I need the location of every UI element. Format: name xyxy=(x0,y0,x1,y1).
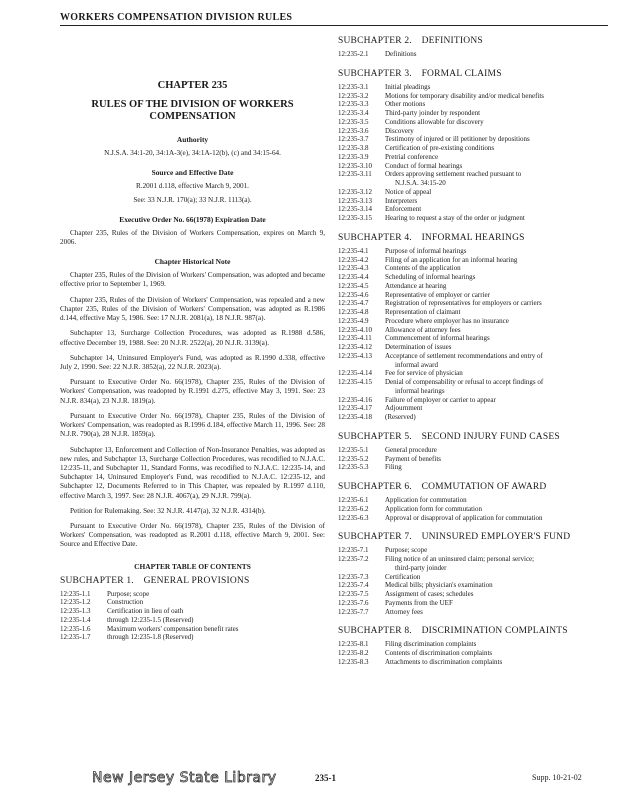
toc-entry xyxy=(338,326,610,335)
section-number: 12:235-4.12 xyxy=(338,343,373,351)
section-title-text: Purpose of informal hearings xyxy=(385,246,467,255)
section-title-text: Contents of the application xyxy=(385,264,461,273)
section-title-continuation: N.J.S.A. 34:15-20 xyxy=(395,179,446,187)
history-paragraph: Pursuant to Executive Order No. 66(1978), Chapter 235, Rules of the Division of Workers' Compensation, was readopted as R.1996 d.184, effective March 11, 1996. See: 28 N.J.R. 790(a), 28 N.J.R. 1859(a). xyxy=(60,411,325,439)
section-title xyxy=(385,343,610,352)
section-number: 12:235-2.1 xyxy=(338,50,369,58)
section-title-text: Denial of compensability or refusal to accept findings of xyxy=(385,378,544,386)
history-paragraph: Petition for Rulemaking. See: 32 N.J.R. 4147(a), 32 N.J.R. 4314(b). xyxy=(70,506,266,515)
section-title xyxy=(385,455,610,464)
toc-entry xyxy=(338,205,610,214)
history-paragraph: Pursuant to Executive Order No. 66(1978), Chapter 235, Rules of the Division of Workers' Compensation, was readopted by R.1991 d.275, effective May 3, 1991. See: 23 N.J.R. 834(a), 23 N.J.R. 1819(a). xyxy=(60,378,325,405)
toc-entry xyxy=(338,590,610,599)
section-title xyxy=(385,256,610,265)
section-number: 12:235-4.18 xyxy=(338,413,373,421)
section-title-text: Conditions allowable for discovery xyxy=(385,117,484,126)
toc-entry xyxy=(338,514,610,523)
section-title-text: Adjournment xyxy=(385,404,423,413)
section-number: 12:235-5.3 xyxy=(338,463,369,472)
subchapter-title: SUBCHAPTER 3. FORMAL CLAIMS xyxy=(338,68,502,79)
section-title xyxy=(385,308,610,317)
subchapter-title: SUBCHAPTER 6. COMMUTATION OF AWARD xyxy=(338,482,547,492)
toc-entry xyxy=(60,590,325,599)
section-title-continuation: third-party joinder xyxy=(395,563,447,572)
section-title xyxy=(385,214,610,223)
section-number: 12:235-3.5 xyxy=(338,117,369,126)
section-number: 12:235-4.9 xyxy=(338,316,369,325)
page-footer xyxy=(0,770,628,790)
section-title-text: Construction xyxy=(107,598,144,607)
section-title xyxy=(385,205,610,214)
section-number: 12:235-3.4 xyxy=(338,109,369,117)
section-title xyxy=(385,463,610,472)
left-column xyxy=(60,64,325,642)
toc-entry xyxy=(338,299,610,308)
section-number: 12:235-4.2 xyxy=(338,255,369,264)
chapter-number: CHAPTER 235 xyxy=(157,80,228,91)
section-title xyxy=(107,625,325,634)
section-title-text: Acceptance of settlement recommendations and entry of xyxy=(385,351,543,360)
section-title-text: Procedure where employer has no insurance xyxy=(385,316,509,325)
section-number: 12:235-7.6 xyxy=(338,598,369,607)
toc-entry xyxy=(338,83,610,92)
section-title xyxy=(107,590,325,599)
section-number: 12:235-4.5 xyxy=(338,281,369,290)
toc-entry xyxy=(338,92,610,101)
section-number: 12:235-8.1 xyxy=(338,640,369,649)
section-title xyxy=(107,607,325,616)
section-title xyxy=(385,317,610,326)
section-title xyxy=(385,109,610,118)
chapter-title: RULES OF THE DIVISION OF WORKERS COMPENSATION xyxy=(91,99,294,123)
section-number: 12:235-3.3 xyxy=(338,100,369,109)
section-title-text: Interpreters xyxy=(385,196,418,205)
section-number: 12:235-4.10 xyxy=(338,325,373,334)
section-title-text: Determination of issues xyxy=(385,343,452,351)
section-number: 12:235-8.2 xyxy=(338,649,369,657)
toc-entry xyxy=(338,291,610,300)
history-paragraph: Chapter 235, Rules of the Division of Workers' Compensation, was repealed and a new Chapter 235, Rules of the Division of Workers' Compensation, was adopted as R.1986 d.144, effective May 5, 1986. See: 17 N.J.R. 2081(a), 18 N.J.R. 987(a). xyxy=(60,295,325,323)
toc-entry xyxy=(338,649,610,658)
section-title xyxy=(385,127,610,136)
subchapter-title: SUBCHAPTER 8. DISCRIMINATION COMPLAINTS xyxy=(338,626,568,637)
subchapter-title: SUBCHAPTER 4. INFORMAL HEARINGS xyxy=(338,232,525,243)
section-title xyxy=(385,197,610,206)
section-title-text: Testimony of injured or ill petitioner by depositions xyxy=(385,135,530,144)
section-title-text: Representative of employer or carrier xyxy=(385,290,490,299)
section-number: 12:235-1.3 xyxy=(60,607,91,616)
section-number: 12:235-3.12 xyxy=(338,187,373,196)
toc-entry xyxy=(60,607,325,616)
toc-entry xyxy=(338,188,610,197)
toc-entry xyxy=(338,144,610,153)
section-title-text: Registration of representatives for employers or carriers xyxy=(385,299,542,308)
toc-entry xyxy=(338,214,610,223)
section-title-text: Representation of claimant xyxy=(385,308,461,316)
section-title-text: Filing discrimination complaints xyxy=(385,640,477,649)
section-number: 12:235-6.2 xyxy=(338,504,369,513)
section-title xyxy=(385,153,610,162)
supplement-date: Supp. 10-21-02 xyxy=(532,773,582,782)
section-number: 12:235-4.6 xyxy=(338,290,369,299)
section-title-text: Maximum workers' compensation benefit rates xyxy=(107,624,239,633)
section-title xyxy=(385,369,610,378)
section-title-text: General procedure xyxy=(385,445,437,454)
section-title xyxy=(385,299,610,308)
section-title-text: Attendance at hearing xyxy=(385,281,447,290)
toc-entry xyxy=(338,118,610,127)
section-title-text: Orders approving settlement reached pursuant to xyxy=(385,170,522,179)
toc-entry xyxy=(338,404,610,413)
toc-entry xyxy=(338,197,610,206)
section-title xyxy=(385,92,610,101)
section-title xyxy=(385,118,610,127)
history-paragraph: Subchapter 13, Enforcement and Collection of Non-Insurance Penalties, was adopted as new rules, and Subchapter 13, Surcharge Collection Procedures, was recodified to N.J.A.C. 12:235-11, and Subchapter 11, Standard Forms, was recodified to N.J.A.C. 12:235-14, and Subchapter 14, Uninsured Employer's Fund, was recodified to N.J.A.C. 12:235-12, and Subchapter 12, Documents Referred to in This Chapter, was repealed by R.1997 d.110, effective March 3, 1997. See: 28 N.J.R. 4067(a), 29 N.J.R. 799(a). xyxy=(60,445,325,500)
section-title xyxy=(385,590,610,599)
section-number: 12:235-4.16 xyxy=(338,395,373,404)
section-title xyxy=(107,616,325,625)
section-title-text: through 12:235-1.5 (Reserved) xyxy=(107,615,194,624)
section-title xyxy=(385,608,610,617)
section-number: 12:235-5.2 xyxy=(338,454,369,463)
toc-entry xyxy=(338,343,610,352)
section-title-text: Initial pleadings xyxy=(385,82,431,91)
section-title-text: Conduct of formal hearings xyxy=(385,161,463,170)
section-title-continuation: informal award xyxy=(395,360,438,369)
expiration-heading: Executive Order No. 66(1978) Expiration Date xyxy=(119,214,266,224)
toc-entry xyxy=(338,599,610,608)
toc-entry xyxy=(60,598,325,607)
section-title xyxy=(385,505,610,514)
toc-entry xyxy=(338,273,610,282)
section-number: 12:235-6.1 xyxy=(338,496,369,504)
section-title xyxy=(385,658,610,667)
section-title xyxy=(385,291,610,300)
subchapter-title: SUBCHAPTER 1. GENERAL PROVISIONS xyxy=(60,575,250,586)
section-title-text: Purpose; scope xyxy=(385,546,428,555)
section-number: 12:235-8.3 xyxy=(338,657,369,666)
section-title-text: Application form for commutation xyxy=(385,504,483,513)
section-title xyxy=(385,446,610,455)
section-title-text: (Reserved) xyxy=(385,413,416,421)
toc-entry xyxy=(338,446,610,455)
section-number: 12:235-1.7 xyxy=(60,633,91,642)
section-number: 12:235-1.6 xyxy=(60,624,91,633)
section-number: 12:235-7.7 xyxy=(338,607,369,616)
toc-entry xyxy=(338,162,610,171)
section-title xyxy=(107,633,325,642)
toc-entry xyxy=(338,573,610,582)
section-title xyxy=(107,598,325,607)
section-title xyxy=(385,496,610,505)
toc-entry xyxy=(338,100,610,109)
section-title-text: Certification of pre-existing conditions xyxy=(385,144,495,152)
section-title xyxy=(385,555,610,573)
section-number: 12:235-4.4 xyxy=(338,273,369,281)
section-number: 12:235-3.7 xyxy=(338,135,369,144)
toc-entry xyxy=(338,463,610,472)
toc-entry xyxy=(338,546,610,555)
section-title xyxy=(385,378,610,396)
authority-text: N.J.S.A. 34:1-20, 34:1A-3(e), 34:1A-12(b), (c) and 34:15-64. xyxy=(104,149,281,158)
section-title-text: Other motions xyxy=(385,100,426,109)
library-stamp: New Jersey State Library xyxy=(92,770,277,786)
section-title-text: Contents of discrimination complaints xyxy=(385,649,493,657)
toc-entry xyxy=(338,496,610,505)
history-paragraph: Pursuant to Executive Order No. 66(1978), Chapter 235, Rules of the Division of Workers' Compensation, was readopted as R.2001 d.118, effective March 9, 2001. See: Source and Effective Date. xyxy=(60,522,325,549)
toc-entry xyxy=(338,378,610,396)
left-toc xyxy=(60,576,325,643)
section-title xyxy=(385,514,610,523)
section-title xyxy=(385,83,610,92)
section-title-text: Approval or disapproval of application for commutation xyxy=(385,513,543,522)
section-title-text: Fee for service of physician xyxy=(385,369,463,378)
section-title xyxy=(385,573,610,582)
section-number: 12:235-3.9 xyxy=(338,152,369,161)
toc-entry xyxy=(338,413,610,422)
section-title-text: Definitions xyxy=(385,50,417,58)
section-title xyxy=(385,404,610,413)
section-title-text: Filing xyxy=(385,463,402,472)
section-title-text: Motions for temporary disability and/or medical benefits xyxy=(385,91,545,100)
section-title xyxy=(385,100,610,109)
toc-entry xyxy=(338,658,610,667)
toc-entry xyxy=(338,352,610,370)
toc-entry xyxy=(338,308,610,317)
section-title xyxy=(385,326,610,335)
toc-entry xyxy=(338,555,610,573)
section-title xyxy=(385,546,610,555)
section-title-text: Payments from the UEF xyxy=(385,598,453,607)
toc-entry xyxy=(338,247,610,256)
section-title-text: Filing of an application for an informal hearing xyxy=(385,255,518,264)
section-number: 12:235-3.10 xyxy=(338,161,373,170)
section-number: 12:235-1.1 xyxy=(60,589,91,598)
subchapter-title: SUBCHAPTER 7. UNINSURED EMPLOYER'S FUND xyxy=(338,532,571,543)
section-number: 12:235-4.17 xyxy=(338,404,373,413)
toc-entry xyxy=(338,50,610,59)
toc-entry xyxy=(60,625,325,634)
section-title-text: Failure of employer or carrier to appear xyxy=(385,395,496,404)
toc-entry xyxy=(338,608,610,617)
section-title xyxy=(385,144,610,153)
section-title xyxy=(385,188,610,197)
section-title xyxy=(385,170,610,188)
section-number: 12:235-7.4 xyxy=(338,581,369,590)
section-title xyxy=(385,50,610,59)
toc-entry xyxy=(60,616,325,625)
toc-entry xyxy=(338,135,610,144)
section-title xyxy=(385,162,610,171)
section-title-text: Allowance of attorney fees xyxy=(385,325,461,334)
section-title-text: Scheduling of informal hearings xyxy=(385,273,476,281)
section-number: 12:235-7.2 xyxy=(338,555,369,563)
section-title-text: Commencement of informal hearings xyxy=(385,334,490,343)
toc-entry xyxy=(338,334,610,343)
section-title xyxy=(385,247,610,256)
section-title-text: Enforcement xyxy=(385,205,422,214)
toc-entry xyxy=(338,282,610,291)
section-title-text: Certification in lieu of oath xyxy=(107,607,184,616)
section-title-text: through 12:235-1.8 (Reserved) xyxy=(107,633,194,642)
section-title-text: Filing notice of an uninsured claim; personal service; xyxy=(385,555,535,563)
section-number: 12:235-7.3 xyxy=(338,572,369,581)
section-title-text: Pretrial conference xyxy=(385,152,439,161)
toc-entry xyxy=(338,127,610,136)
section-number: 12:235-7.1 xyxy=(338,546,369,555)
section-title-text: Attorney fees xyxy=(385,607,423,616)
section-number: 12:235-5.1 xyxy=(338,445,369,454)
section-title xyxy=(385,352,610,370)
section-title-text: Application for commutation xyxy=(385,496,467,504)
section-title-text: Discovery xyxy=(385,126,414,135)
section-number: 12:235-3.14 xyxy=(338,205,373,214)
history-paragraph: Subchapter 14, Uninsured Employer's Fund, was adopted as R.1990 d.338, effective July 2, 1990. See: 22 N.J.R. 3852(a), 22 N.J.R. 2023(a). xyxy=(60,353,325,371)
section-title-text: Medical bills; physician's examination xyxy=(385,581,493,590)
toc-entry xyxy=(338,264,610,273)
source-heading: Source and Effective Date xyxy=(151,168,234,178)
section-title-text: Hearing to request a stay of the order or judgment xyxy=(385,214,525,222)
section-title-text: Assignment of cases; schedules xyxy=(385,590,474,598)
section-title xyxy=(385,640,610,649)
section-number: 12:235-3.8 xyxy=(338,144,369,152)
section-title xyxy=(385,282,610,291)
section-number: 12:235-3.1 xyxy=(338,82,369,91)
running-head: WORKERS COMPENSATION DIVISION RULES xyxy=(60,12,608,26)
history-paragraph: Subchapter 13, Surcharge Collection Procedures, was adopted as R.1988 d.586, effective December 19, 1988. See: 20 N.J.R. 2522(a), 20 N.J.R. 3139(a). xyxy=(60,329,325,347)
section-title xyxy=(385,334,610,343)
authority-heading: Authority xyxy=(176,135,209,145)
section-title xyxy=(385,264,610,273)
section-number: 12:235-4.15 xyxy=(338,378,373,386)
section-number: 12:235-7.5 xyxy=(338,590,369,598)
section-number: 12:235-3.2 xyxy=(338,91,369,100)
section-number: 12:235-4.7 xyxy=(338,299,369,308)
right-column xyxy=(338,36,610,667)
expiration-text: Chapter 235, Rules of the Division of Workers Compensation, expires on March 9, 2006. xyxy=(60,228,325,246)
section-number: 12:235-3.6 xyxy=(338,126,369,135)
toc-entry xyxy=(338,256,610,265)
section-title-text: Purpose; scope xyxy=(107,589,150,598)
section-title-continuation: informal hearings xyxy=(395,386,445,395)
section-title-text: Third-party joinder by respondent xyxy=(385,109,481,117)
toc-entry xyxy=(338,640,610,649)
toc-entry xyxy=(338,455,610,464)
section-number: 12:235-4.1 xyxy=(338,246,369,255)
section-number: 12:235-1.2 xyxy=(60,598,91,607)
toc-entry xyxy=(338,369,610,378)
toc-entry xyxy=(338,153,610,162)
section-title-text: Payment of benefits xyxy=(385,454,441,463)
toc-entry xyxy=(60,633,325,642)
section-title xyxy=(385,135,610,144)
toc-heading: CHAPTER TABLE OF CONTENTS xyxy=(134,561,251,571)
section-number: 12:235-6.3 xyxy=(338,513,369,522)
history-notes xyxy=(60,271,325,549)
subchapter-title: SUBCHAPTER 2. DEFINITIONS xyxy=(338,36,483,46)
section-title xyxy=(385,649,610,658)
section-title-text: Attachments to discrimination complaints xyxy=(385,657,503,666)
section-title xyxy=(385,581,610,590)
toc-entry xyxy=(338,170,610,188)
toc-entry xyxy=(338,505,610,514)
toc-entry xyxy=(338,109,610,118)
toc-entry xyxy=(338,396,610,405)
source-line: R.2001 d.118, effective March 9, 2001. xyxy=(136,182,249,191)
section-title xyxy=(385,599,610,608)
section-number: 12:235-3.13 xyxy=(338,196,373,205)
section-title xyxy=(385,396,610,405)
section-number: 12:235-4.8 xyxy=(338,308,369,316)
section-number: 12:235-4.13 xyxy=(338,351,373,360)
section-number: 12:235-3.15 xyxy=(338,214,373,222)
section-title-text: Notice of appeal xyxy=(385,187,432,196)
section-number: 12:235-4.3 xyxy=(338,264,369,273)
section-number: 12:235-4.11 xyxy=(338,334,372,343)
section-number: 12:235-3.11 xyxy=(338,170,372,179)
section-title xyxy=(385,413,610,422)
page-number: 235-1 xyxy=(315,773,336,783)
source-line: See: 33 N.J.R. 170(a); 33 N.J.R. 1113(a). xyxy=(133,195,252,204)
section-number: 12:235-4.14 xyxy=(338,369,373,378)
section-number: 12:235-1.4 xyxy=(60,615,91,624)
history-paragraph: Chapter 235, Rules of the Division of Workers' Compensation, was adopted and became effective prior to September 1, 1969. xyxy=(60,271,325,289)
right-toc xyxy=(338,36,610,667)
toc-entry xyxy=(338,317,610,326)
section-title-text: Certification xyxy=(385,572,421,581)
toc-entry xyxy=(338,581,610,590)
section-title xyxy=(385,273,610,282)
history-heading: Chapter Historical Note xyxy=(154,257,231,267)
subchapter-title: SUBCHAPTER 5. SECOND INJURY FUND CASES xyxy=(338,431,560,442)
